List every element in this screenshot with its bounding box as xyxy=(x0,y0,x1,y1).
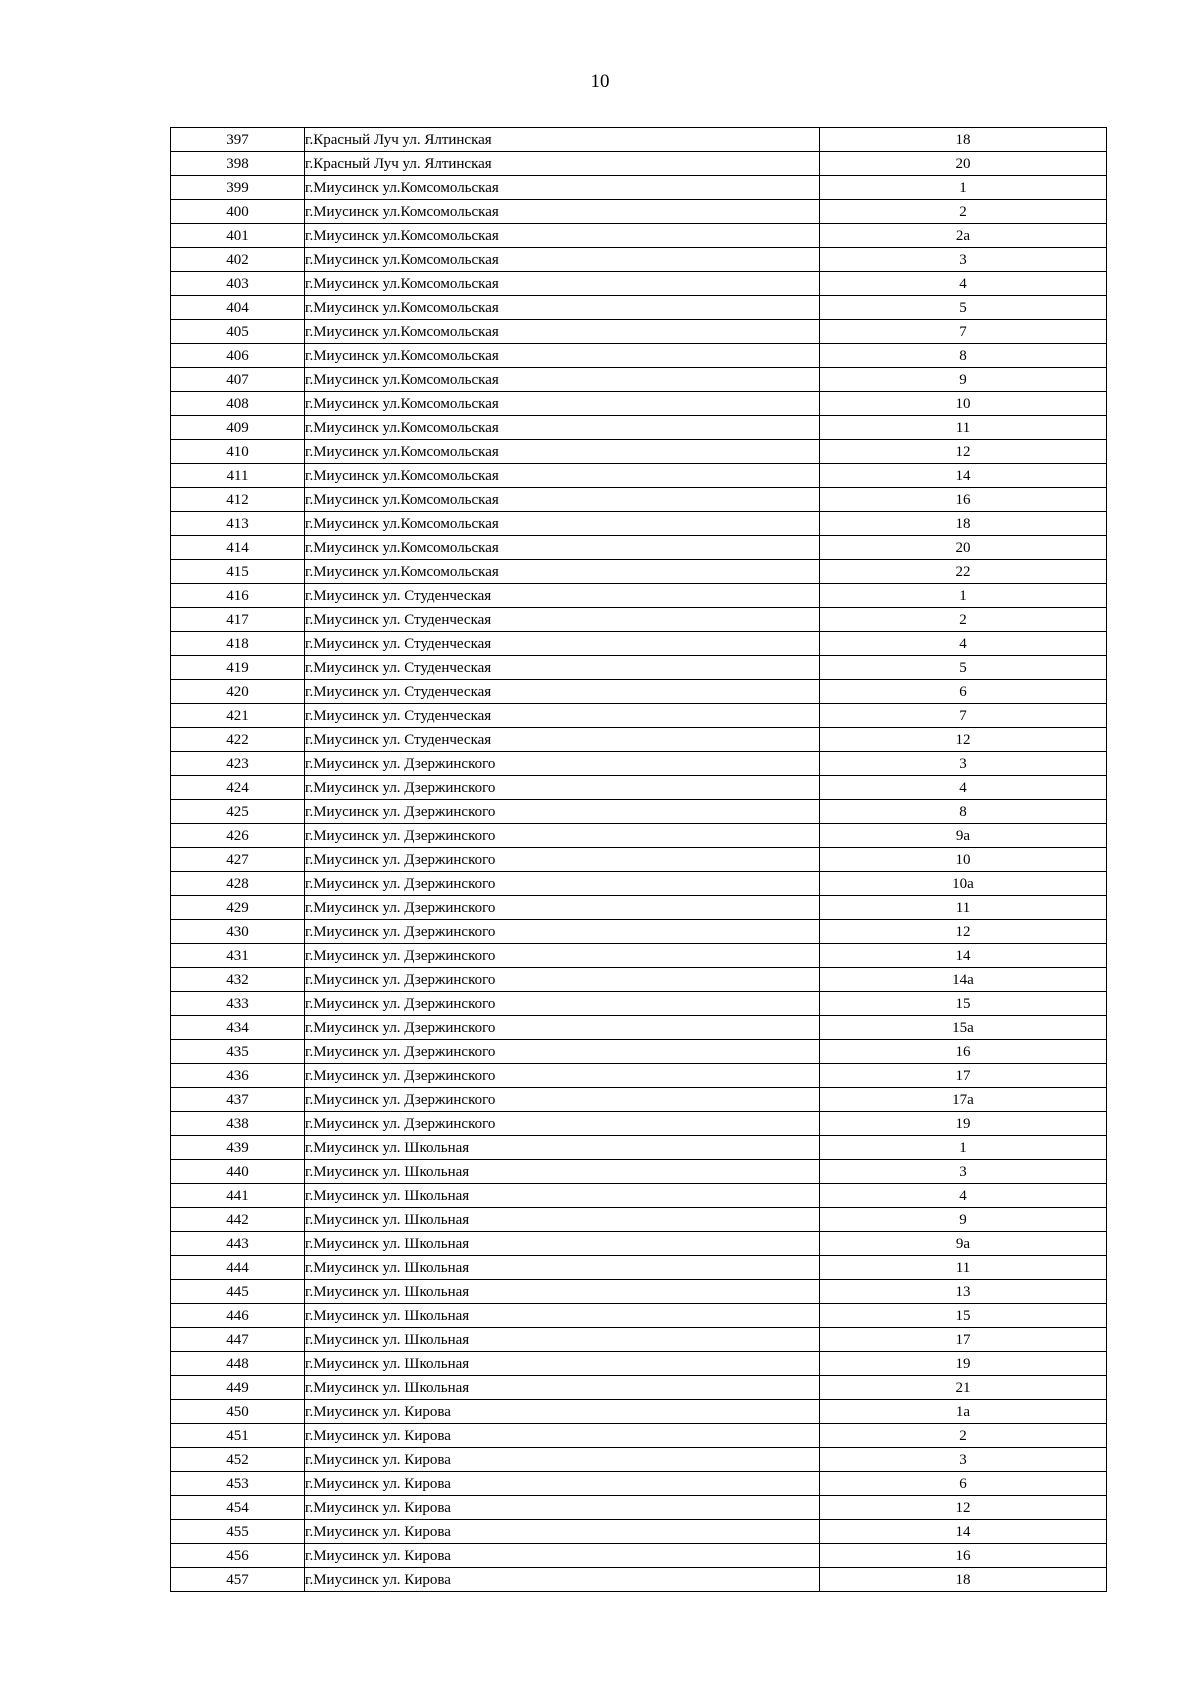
table-row xyxy=(171,776,1107,800)
house-number-cell: 9 xyxy=(820,368,1107,392)
house-number-cell: 14 xyxy=(820,1520,1107,1544)
page-number: 10 xyxy=(590,71,610,92)
address-cell: г.Миусинск ул.Комсомольская xyxy=(305,440,820,464)
house-number-cell: 11 xyxy=(820,416,1107,440)
row-number-cell: 441 xyxy=(171,1184,305,1208)
address-cell: г.Миусинск ул. Дзержинского xyxy=(305,776,820,800)
row-number-cell: 408 xyxy=(171,392,305,416)
row-number-cell: 401 xyxy=(171,224,305,248)
address-cell: г.Миусинск ул.Комсомольская xyxy=(305,176,820,200)
address-cell: г.Миусинск ул. Школьная xyxy=(305,1160,820,1184)
address-cell: г.Миусинск ул.Комсомольская xyxy=(305,560,820,584)
row-number-cell: 456 xyxy=(171,1544,305,1568)
house-number-cell: 2 xyxy=(820,1424,1107,1448)
address-cell: г.Миусинск ул. Кирова xyxy=(305,1448,820,1472)
row-number-cell: 416 xyxy=(171,584,305,608)
table-row xyxy=(171,1304,1107,1328)
address-cell: г.Миусинск ул. Дзержинского xyxy=(305,872,820,896)
row-number-cell: 402 xyxy=(171,248,305,272)
table-row xyxy=(171,1208,1107,1232)
table-row xyxy=(171,1016,1107,1040)
table-row xyxy=(171,464,1107,488)
row-number-cell: 449 xyxy=(171,1376,305,1400)
address-cell: г.Миусинск ул.Комсомольская xyxy=(305,368,820,392)
table-row xyxy=(171,320,1107,344)
row-number-cell: 455 xyxy=(171,1520,305,1544)
row-number-cell: 423 xyxy=(171,752,305,776)
address-cell: г.Миусинск ул. Дзержинского xyxy=(305,920,820,944)
address-cell: г.Миусинск ул. Кирова xyxy=(305,1400,820,1424)
house-number-cell: 3 xyxy=(820,248,1107,272)
row-number-cell: 440 xyxy=(171,1160,305,1184)
house-number-cell: 9а xyxy=(820,824,1107,848)
address-cell: г.Миусинск ул. Школьная xyxy=(305,1280,820,1304)
address-cell: г.Миусинск ул. Дзержинского xyxy=(305,992,820,1016)
house-number-cell: 12 xyxy=(820,1496,1107,1520)
address-cell: г.Миусинск ул.Комсомольская xyxy=(305,392,820,416)
house-number-cell: 20 xyxy=(820,152,1107,176)
row-number-cell: 431 xyxy=(171,944,305,968)
row-number-cell: 411 xyxy=(171,464,305,488)
table-row xyxy=(171,1496,1107,1520)
address-cell: г.Миусинск ул. Школьная xyxy=(305,1232,820,1256)
row-number-cell: 406 xyxy=(171,344,305,368)
table-row xyxy=(171,872,1107,896)
address-cell: г.Миусинск ул. Дзержинского xyxy=(305,1040,820,1064)
house-number-cell: 9 xyxy=(820,1208,1107,1232)
table-body xyxy=(171,128,1107,1592)
row-number-cell: 415 xyxy=(171,560,305,584)
row-number-cell: 446 xyxy=(171,1304,305,1328)
table-row xyxy=(171,608,1107,632)
table-row xyxy=(171,368,1107,392)
address-cell: г.Миусинск ул.Комсомольская xyxy=(305,488,820,512)
row-number-cell: 445 xyxy=(171,1280,305,1304)
row-number-cell: 418 xyxy=(171,632,305,656)
row-number-cell: 443 xyxy=(171,1232,305,1256)
address-cell: г.Миусинск ул. Школьная xyxy=(305,1184,820,1208)
table-row xyxy=(171,632,1107,656)
house-number-cell: 4 xyxy=(820,776,1107,800)
row-number-cell: 433 xyxy=(171,992,305,1016)
row-number-cell: 434 xyxy=(171,1016,305,1040)
table-row xyxy=(171,1328,1107,1352)
address-cell: г.Миусинск ул. Школьная xyxy=(305,1256,820,1280)
address-cell: г.Миусинск ул. Кирова xyxy=(305,1472,820,1496)
table-row xyxy=(171,680,1107,704)
row-number-cell: 447 xyxy=(171,1328,305,1352)
house-number-cell: 20 xyxy=(820,536,1107,560)
table-row xyxy=(171,440,1107,464)
address-cell: г.Миусинск ул.Комсомольская xyxy=(305,512,820,536)
table-row xyxy=(171,344,1107,368)
address-cell: г.Миусинск ул.Комсомольская xyxy=(305,320,820,344)
row-number-cell: 399 xyxy=(171,176,305,200)
row-number-cell: 403 xyxy=(171,272,305,296)
table-row xyxy=(171,128,1107,152)
row-number-cell: 430 xyxy=(171,920,305,944)
row-number-cell: 400 xyxy=(171,200,305,224)
table-row xyxy=(171,584,1107,608)
table-row xyxy=(171,224,1107,248)
house-number-cell: 18 xyxy=(820,1568,1107,1592)
address-cell: г.Миусинск ул. Дзержинского xyxy=(305,824,820,848)
address-cell: г.Миусинск ул. Студенческая xyxy=(305,608,820,632)
address-cell: г.Миусинск ул. Дзержинского xyxy=(305,800,820,824)
house-number-cell: 5 xyxy=(820,296,1107,320)
house-number-cell: 4 xyxy=(820,632,1107,656)
row-number-cell: 422 xyxy=(171,728,305,752)
house-number-cell: 11 xyxy=(820,1256,1107,1280)
table-row xyxy=(171,1112,1107,1136)
house-number-cell: 1а xyxy=(820,1400,1107,1424)
table-row xyxy=(171,1232,1107,1256)
row-number-cell: 421 xyxy=(171,704,305,728)
row-number-cell: 444 xyxy=(171,1256,305,1280)
table-row xyxy=(171,728,1107,752)
address-cell: г.Миусинск ул. Школьная xyxy=(305,1208,820,1232)
house-number-cell: 15а xyxy=(820,1016,1107,1040)
row-number-cell: 413 xyxy=(171,512,305,536)
house-number-cell: 12 xyxy=(820,440,1107,464)
row-number-cell: 437 xyxy=(171,1088,305,1112)
house-number-cell: 7 xyxy=(820,320,1107,344)
row-number-cell: 424 xyxy=(171,776,305,800)
row-number-cell: 454 xyxy=(171,1496,305,1520)
house-number-cell: 11 xyxy=(820,896,1107,920)
house-number-cell: 15 xyxy=(820,992,1107,1016)
row-number-cell: 410 xyxy=(171,440,305,464)
row-number-cell: 397 xyxy=(171,128,305,152)
house-number-cell: 6 xyxy=(820,680,1107,704)
row-number-cell: 405 xyxy=(171,320,305,344)
address-cell: г.Миусинск ул. Дзержинского xyxy=(305,896,820,920)
row-number-cell: 404 xyxy=(171,296,305,320)
table-row xyxy=(171,1400,1107,1424)
table-row xyxy=(171,896,1107,920)
table-row xyxy=(171,1256,1107,1280)
address-cell: г.Миусинск ул. Студенческая xyxy=(305,680,820,704)
table-row xyxy=(171,1040,1107,1064)
house-number-cell: 1 xyxy=(820,1136,1107,1160)
table-row xyxy=(171,1160,1107,1184)
table-row xyxy=(171,1448,1107,1472)
address-cell: г.Миусинск ул. Дзержинского xyxy=(305,1112,820,1136)
row-number-cell: 420 xyxy=(171,680,305,704)
house-number-cell: 18 xyxy=(820,128,1107,152)
row-number-cell: 438 xyxy=(171,1112,305,1136)
house-number-cell: 16 xyxy=(820,1040,1107,1064)
row-number-cell: 425 xyxy=(171,800,305,824)
house-number-cell: 17 xyxy=(820,1064,1107,1088)
house-number-cell: 16 xyxy=(820,488,1107,512)
table-row xyxy=(171,656,1107,680)
address-cell: г.Красный Луч ул. Ялтинская xyxy=(305,128,820,152)
table-row xyxy=(171,416,1107,440)
house-number-cell: 5 xyxy=(820,656,1107,680)
address-cell: г.Миусинск ул.Комсомольская xyxy=(305,416,820,440)
house-number-cell: 4 xyxy=(820,272,1107,296)
address-cell: г.Миусинск ул. Школьная xyxy=(305,1352,820,1376)
address-cell: г.Миусинск ул.Комсомольская xyxy=(305,464,820,488)
row-number-cell: 442 xyxy=(171,1208,305,1232)
address-cell: г.Миусинск ул. Кирова xyxy=(305,1520,820,1544)
row-number-cell: 428 xyxy=(171,872,305,896)
address-cell: г.Миусинск ул. Студенческая xyxy=(305,704,820,728)
address-cell: г.Миусинск ул. Дзержинского xyxy=(305,968,820,992)
address-cell: г.Миусинск ул. Студенческая xyxy=(305,728,820,752)
row-number-cell: 435 xyxy=(171,1040,305,1064)
house-number-cell: 3 xyxy=(820,752,1107,776)
row-number-cell: 412 xyxy=(171,488,305,512)
table-row xyxy=(171,1064,1107,1088)
house-number-cell: 18 xyxy=(820,512,1107,536)
house-number-cell: 8 xyxy=(820,344,1107,368)
address-cell: г.Миусинск ул. Кирова xyxy=(305,1544,820,1568)
row-number-cell: 450 xyxy=(171,1400,305,1424)
table-row xyxy=(171,944,1107,968)
house-number-cell: 4 xyxy=(820,1184,1107,1208)
address-cell: г.Миусинск ул. Студенческая xyxy=(305,632,820,656)
house-number-cell: 22 xyxy=(820,560,1107,584)
address-cell: г.Красный Луч ул. Ялтинская xyxy=(305,152,820,176)
house-number-cell: 3 xyxy=(820,1160,1107,1184)
row-number-cell: 409 xyxy=(171,416,305,440)
address-cell: г.Миусинск ул. Кирова xyxy=(305,1496,820,1520)
address-cell: г.Миусинск ул. Дзержинского xyxy=(305,1016,820,1040)
house-number-cell: 3 xyxy=(820,1448,1107,1472)
table-row xyxy=(171,560,1107,584)
address-cell: г.Миусинск ул.Комсомольская xyxy=(305,248,820,272)
house-number-cell: 12 xyxy=(820,920,1107,944)
house-number-cell: 19 xyxy=(820,1112,1107,1136)
table-row xyxy=(171,1136,1107,1160)
house-number-cell: 15 xyxy=(820,1304,1107,1328)
row-number-cell: 451 xyxy=(171,1424,305,1448)
house-number-cell: 17 xyxy=(820,1328,1107,1352)
table-row xyxy=(171,848,1107,872)
address-cell: г.Миусинск ул.Комсомольская xyxy=(305,344,820,368)
table-row xyxy=(171,200,1107,224)
table-row xyxy=(171,920,1107,944)
house-number-cell: 21 xyxy=(820,1376,1107,1400)
table-row xyxy=(171,152,1107,176)
address-cell: г.Миусинск ул. Школьная xyxy=(305,1376,820,1400)
table-row xyxy=(171,1544,1107,1568)
house-number-cell: 8 xyxy=(820,800,1107,824)
house-number-cell: 1 xyxy=(820,584,1107,608)
address-cell: г.Миусинск ул. Дзержинского xyxy=(305,1064,820,1088)
house-number-cell: 17а xyxy=(820,1088,1107,1112)
address-cell: г.Миусинск ул. Дзержинского xyxy=(305,752,820,776)
house-number-cell: 19 xyxy=(820,1352,1107,1376)
address-cell: г.Миусинск ул. Школьная xyxy=(305,1304,820,1328)
table-row xyxy=(171,752,1107,776)
address-cell: г.Миусинск ул. Студенческая xyxy=(305,584,820,608)
row-number-cell: 432 xyxy=(171,968,305,992)
table-row xyxy=(171,824,1107,848)
row-number-cell: 426 xyxy=(171,824,305,848)
row-number-cell: 419 xyxy=(171,656,305,680)
house-number-cell: 7 xyxy=(820,704,1107,728)
row-number-cell: 407 xyxy=(171,368,305,392)
row-number-cell: 452 xyxy=(171,1448,305,1472)
house-number-cell: 10а xyxy=(820,872,1107,896)
table-row xyxy=(171,704,1107,728)
house-number-cell: 1 xyxy=(820,176,1107,200)
table-row xyxy=(171,1568,1107,1592)
table-row xyxy=(171,1184,1107,1208)
table-row xyxy=(171,968,1107,992)
house-number-cell: 9а xyxy=(820,1232,1107,1256)
house-number-cell: 16 xyxy=(820,1544,1107,1568)
address-cell: г.Миусинск ул.Комсомольская xyxy=(305,296,820,320)
table-row xyxy=(171,488,1107,512)
house-number-cell: 14 xyxy=(820,944,1107,968)
address-cell: г.Миусинск ул.Комсомольская xyxy=(305,224,820,248)
row-number-cell: 414 xyxy=(171,536,305,560)
row-number-cell: 398 xyxy=(171,152,305,176)
row-number-cell: 429 xyxy=(171,896,305,920)
address-table xyxy=(170,127,1107,1592)
row-number-cell: 448 xyxy=(171,1352,305,1376)
address-cell: г.Миусинск ул. Дзержинского xyxy=(305,848,820,872)
address-cell: г.Миусинск ул. Кирова xyxy=(305,1568,820,1592)
table-row xyxy=(171,1424,1107,1448)
table-row xyxy=(171,512,1107,536)
table-row xyxy=(171,1472,1107,1496)
house-number-cell: 2 xyxy=(820,608,1107,632)
table-row xyxy=(171,1520,1107,1544)
address-cell: г.Миусинск ул. Школьная xyxy=(305,1328,820,1352)
address-cell: г.Миусинск ул.Комсомольская xyxy=(305,200,820,224)
address-cell: г.Миусинск ул. Школьная xyxy=(305,1136,820,1160)
table-row xyxy=(171,392,1107,416)
address-cell: г.Миусинск ул. Студенческая xyxy=(305,656,820,680)
table-row xyxy=(171,1352,1107,1376)
row-number-cell: 457 xyxy=(171,1568,305,1592)
address-cell: г.Миусинск ул. Дзержинского xyxy=(305,944,820,968)
house-number-cell: 2 xyxy=(820,200,1107,224)
house-number-cell: 12 xyxy=(820,728,1107,752)
row-number-cell: 453 xyxy=(171,1472,305,1496)
address-cell: г.Миусинск ул. Дзержинского xyxy=(305,1088,820,1112)
row-number-cell: 439 xyxy=(171,1136,305,1160)
table-row xyxy=(171,800,1107,824)
table-row xyxy=(171,536,1107,560)
house-number-cell: 10 xyxy=(820,392,1107,416)
table-row xyxy=(171,992,1107,1016)
house-number-cell: 6 xyxy=(820,1472,1107,1496)
table-row xyxy=(171,272,1107,296)
row-number-cell: 417 xyxy=(171,608,305,632)
table-row xyxy=(171,296,1107,320)
house-number-cell: 10 xyxy=(820,848,1107,872)
table-row xyxy=(171,1376,1107,1400)
table-row xyxy=(171,176,1107,200)
house-number-cell: 14а xyxy=(820,968,1107,992)
address-cell: г.Миусинск ул.Комсомольская xyxy=(305,272,820,296)
table-row xyxy=(171,1088,1107,1112)
row-number-cell: 436 xyxy=(171,1064,305,1088)
house-number-cell: 13 xyxy=(820,1280,1107,1304)
house-number-cell: 2а xyxy=(820,224,1107,248)
row-number-cell: 427 xyxy=(171,848,305,872)
address-cell: г.Миусинск ул.Комсомольская xyxy=(305,536,820,560)
table-row xyxy=(171,248,1107,272)
address-cell: г.Миусинск ул. Кирова xyxy=(305,1424,820,1448)
table-row xyxy=(171,1280,1107,1304)
house-number-cell: 14 xyxy=(820,464,1107,488)
